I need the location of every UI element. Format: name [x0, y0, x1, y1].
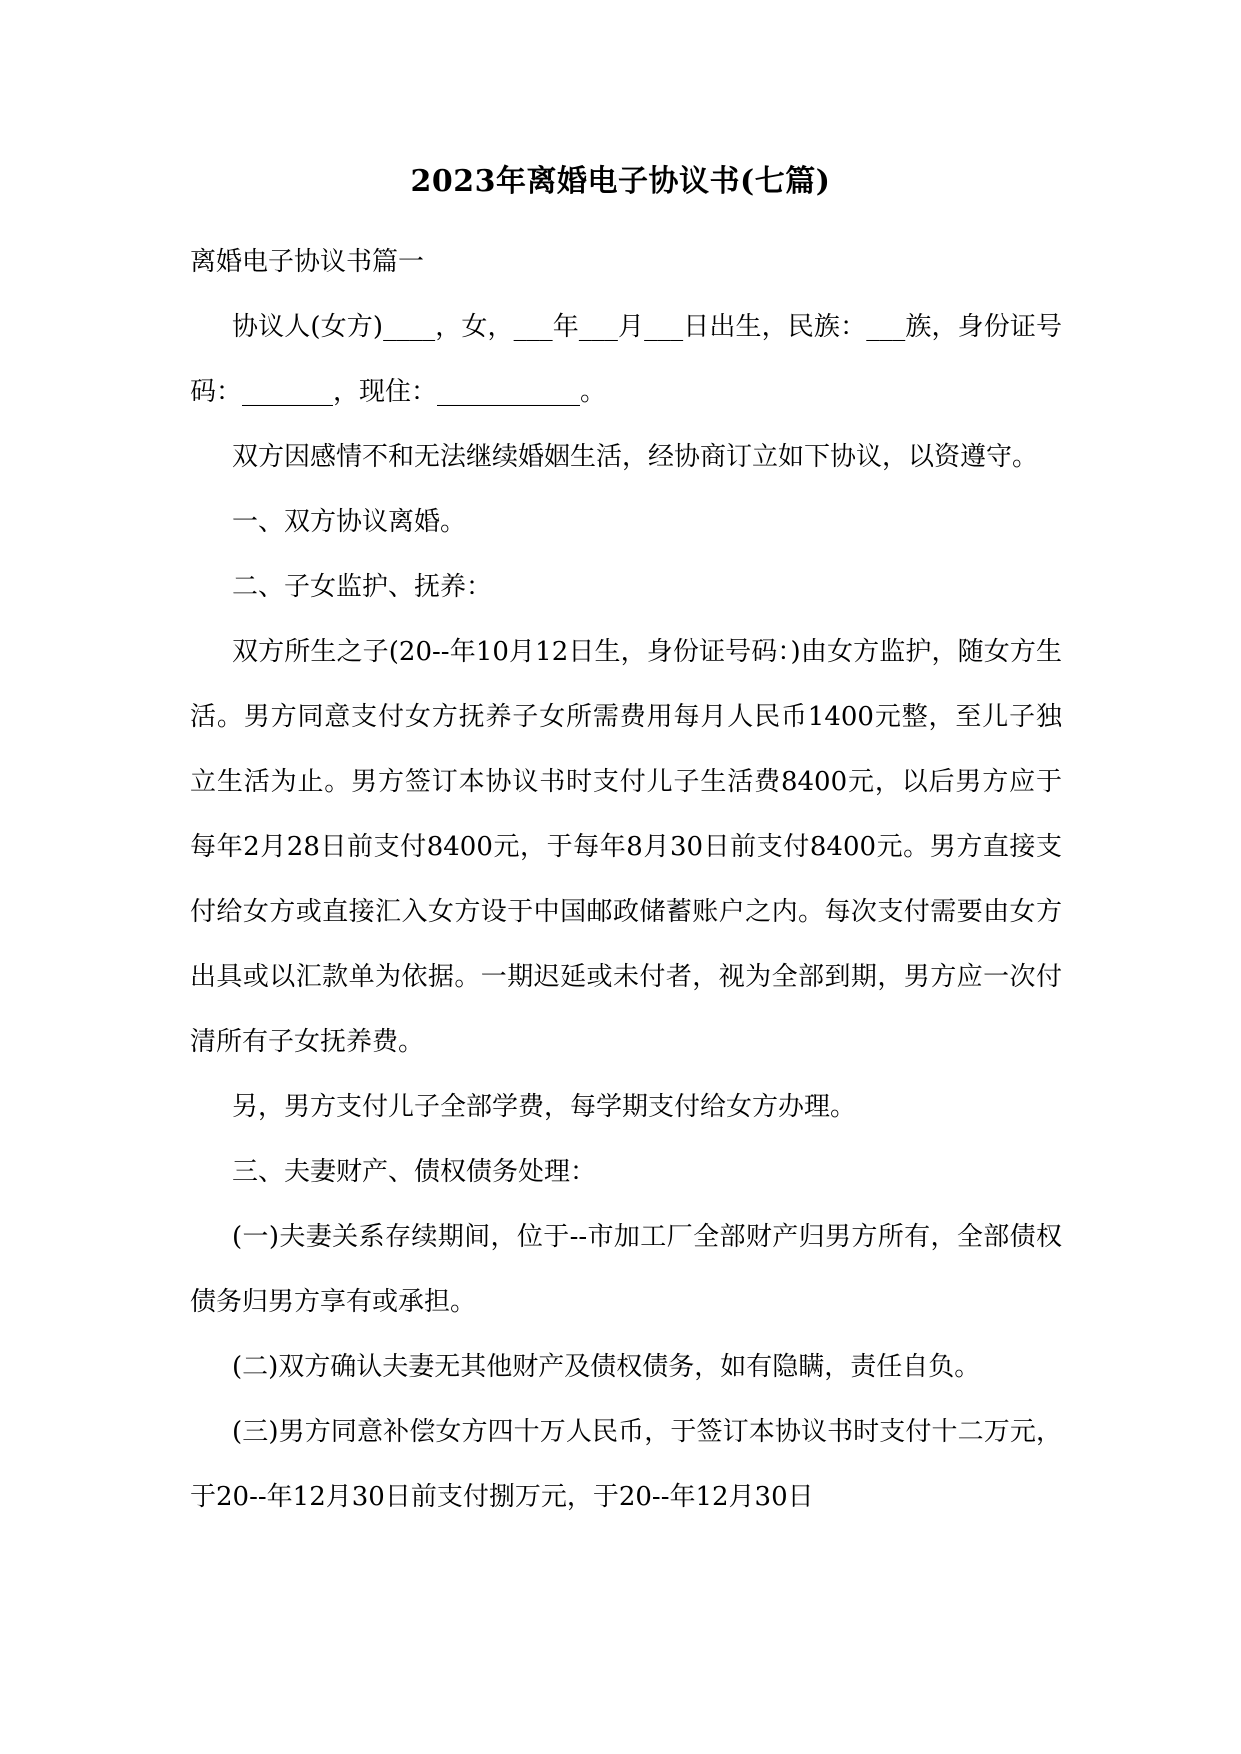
paragraph-property-3: (三)男方同意补偿女方四十万人民币，于签订本协议书时支付十二万元，于20--年12月30日前支付捌万元，于20--年12月30日: [190, 1417, 1062, 1512]
section-heading: 离婚电子协议书篇一: [190, 247, 425, 277]
paragraph-property-1: (一)夫妻关系存续期间，位于--市加工厂全部财产归男方所有，全部债权债务归男方享有或承担。: [190, 1222, 1062, 1317]
paragraph-child-custody: 双方所生之子(20--年10月12日生，身份证号码：)由女方监护，随女方生活。男方同意支付女方抚养子女所需费用每月人民币1400元整，至儿子独立生活为止。男方签订本协议书时支付儿子生活费8400元，以后男方应于每年2月28日前支付8400元，于每年8月30日前支付8400元。男方直接支付给女方或直接汇入女方设于中国邮政储蓄账户之内。每次支付需要由女方出具或以汇款单为依据。一期迟延或未付者，视为全部到期，男方应一次付清所有子女抚养费。: [190, 637, 1062, 1057]
paragraph-tuition: 另，男方支付儿子全部学费，每学期支付给女方办理。: [232, 1092, 857, 1122]
clause-2-heading: 二、子女监护、抚养：: [232, 572, 493, 602]
document-body: [190, 230, 1062, 1530]
clause-3-heading: 三、夫妻财产、债权债务处理：: [232, 1157, 597, 1187]
paragraph-parties: 协议人(女方)____，女，___年___月___日出生，民族：___族，身份证号码：_______，现住：___________。: [190, 312, 1062, 407]
clause-1-heading: 一、双方协议离婚。: [232, 507, 467, 537]
paragraph-intro: 双方因感情不和无法继续婚姻生活，经协商订立如下协议，以资遵守。: [232, 442, 1039, 472]
document-title: 2023年离婚电子协议书(七篇): [410, 164, 831, 199]
paragraph-property-2: (二)双方确认夫妻无其他财产及债权债务，如有隐瞒，责任自负。: [232, 1352, 981, 1382]
